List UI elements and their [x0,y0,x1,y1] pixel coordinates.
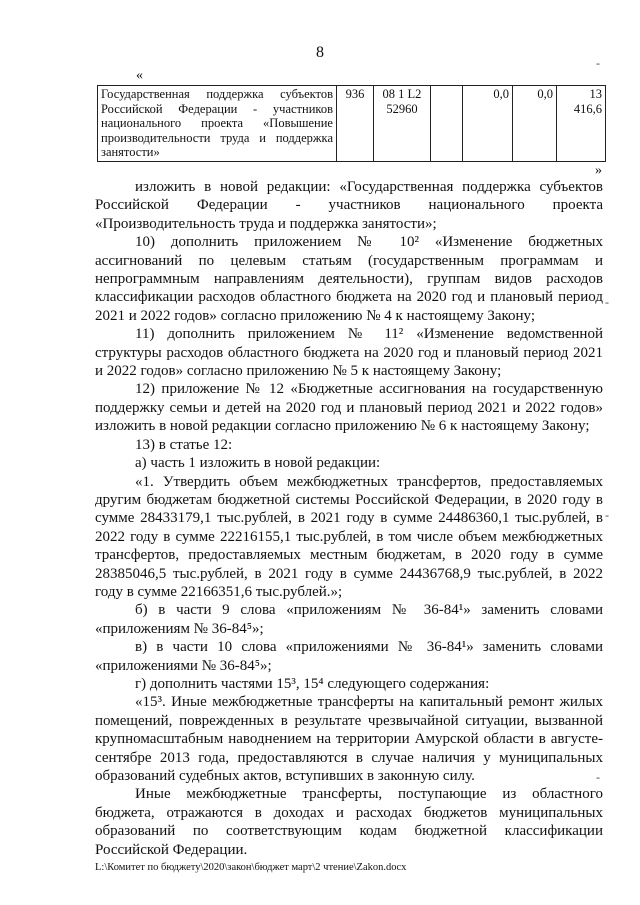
paragraph-6: а) часть 1 изложить в новой редакции: [135,455,381,472]
table-cell-value-2: 0,0 [513,86,557,162]
budget-table [97,85,606,162]
table-cell-value-3: 13 416,6 [557,86,606,162]
paragraph-3: 11) дополнить приложением № 11² «Изменение ведомственной структуры расходов областного бюджета на 2020 год и плановый период 2021 и 2022 годов» согласно приложению № 5 к настоящему Закону; [95,326,603,380]
table-cell-target-code [374,86,431,162]
scan-mark: - [596,770,600,784]
paragraph-5: 13) в статье 12: [135,436,233,453]
scan-mark: - [605,508,609,522]
scan-mark: - [605,295,609,309]
target-code-line2: 52960 [386,101,418,116]
paragraph-8: б) в части 9 слова «приложениям № 36-84¹» заменить словами «приложениям № 36-84⁵»; [95,602,603,637]
table-cell-ministry-code: 936 [337,86,374,162]
table-cell-value-1: 0,0 [463,86,513,162]
paragraph-1: изложить в новой редакции: «Государственная поддержка субъектов Российской Федерации - участников национального проекта «Производительность труда и поддержка занятости»; [95,179,603,232]
paragraph-9: в) в части 10 слова «приложениями № 36-84¹» заменить словами «приложениями № 36-84⁵»; [95,639,603,674]
paragraph-12: Иные межбюджетные трансферты, поступающие из областного бюджета, отражаются в доходах и расходах бюджетов муниципальных образований по соответствующим кодам бюджетной классификации Российской Федерации. [95,786,603,858]
scan-mark: - [596,56,600,70]
quote-open-mark: « [136,68,143,83]
paragraph-4: 12) приложение № 12 «Бюджетные ассигнования на государственную поддержку семьи и детей на 2020 год и плановый период 2021 и 2022 годов» изложить в новой редакции согласно приложению № 6 к настоящему Закону; [95,381,603,435]
table-cell-name: Государственная поддержка субъектов Российской Федерации - участников национального проекта «Повышение производительности труда и поддержка занятости» [98,86,337,162]
footer-file-path: L:\Комитет по бюджету\2020\закон\бюджет март\2 чтение\Zakon.docx [95,862,407,873]
quote-close-mark: » [595,163,602,178]
paragraph-7: «1. Утвердить объем межбюджетных трансфертов, предоставляемых другим бюджетам бюджетной системы Российской Федерации, в 2020 году в сумме 28433179,1 тыс.рублей, в 2021 году в сумме 24486360,1 тыс.рублей, в 2022 году в сумме 22216155,1 тыс.рублей, в том числе объем межбюджетных трансфертов, предоставляемых местным бюджетам, в 2020 году в сумме 28385046,5 тыс.рублей, в 2021 году в сумме 24436768,9 тыс.рублей, в 2022 году в сумме 22166351,6 тыс.рублей.»; [95,473,603,600]
document-body [95,178,603,859]
paragraph-2: 10) дополнить приложением № 10² «Изменение бюджетных ассигнований по целевым статьям (государственным программам и непрограммным направлениям деятельности), группам видов расходов классификации расходов областного бюджета на 2020 год и плановый период 2021 и 2022 годов» согласно приложению № 4 к настоящему Закону; [95,234,603,324]
page-number: 8 [316,44,324,61]
paragraph-10: г) дополнить частями 15³, 15⁴ следующего содержания: [135,675,490,692]
table-cell-empty [431,86,463,162]
table-row [98,86,606,162]
target-code-line1: 08 1 L2 [382,87,422,101]
paragraph-11: «15³. Иные межбюджетные трансферты на капитальный ремонт жилых помещений, поврежденных в результате чрезвычайной ситуации, вызванной крупномасштабным наводнением на территории Амурской области в августе-сентябре 2013 года, предоставляются в случае наличия у муниципальных образований судебных актов, вступивших в законную силу. [95,694,603,784]
